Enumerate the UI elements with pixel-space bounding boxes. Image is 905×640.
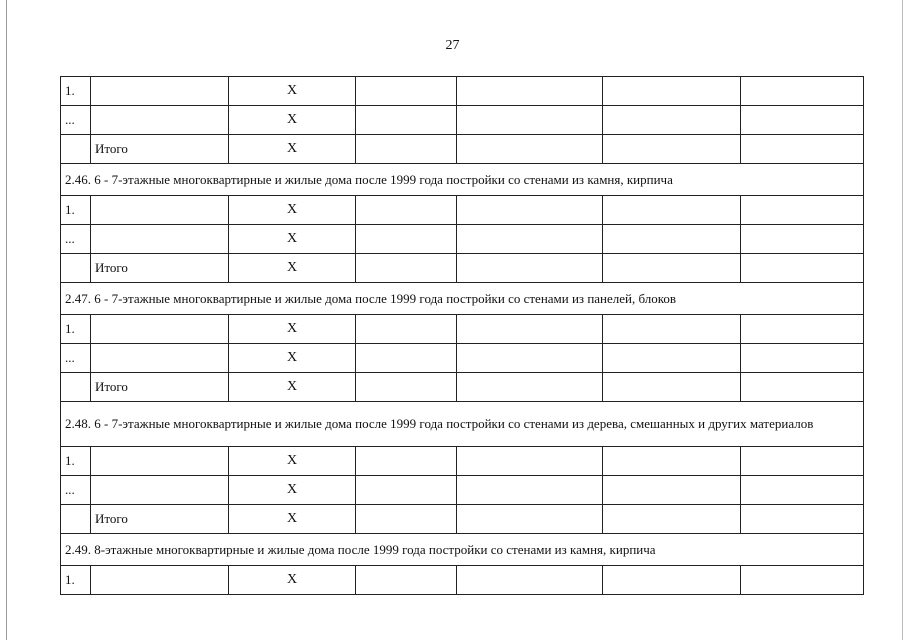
row-mark-cell: X [229, 77, 356, 106]
empty-cell [603, 225, 741, 254]
empty-cell [356, 106, 457, 135]
table-row [61, 373, 864, 402]
row-label-cell [91, 196, 229, 225]
empty-cell [741, 447, 864, 476]
empty-cell [457, 344, 603, 373]
section-header: 2.46. 6 - 7-этажные многоквартирные и жилые дома после 1999 года постройки со стенами из камня, кирпича [61, 164, 864, 196]
empty-cell [741, 196, 864, 225]
empty-cell [457, 135, 603, 164]
row-mark-cell: X [229, 315, 356, 344]
empty-cell [741, 566, 864, 595]
empty-cell [356, 135, 457, 164]
section-header: 2.48. 6 - 7-этажные многоквартирные и жилые дома после 1999 года постройки со стенами из дерева, смешанных и других материалов [61, 402, 864, 447]
row-number-cell [61, 254, 91, 283]
empty-cell [356, 225, 457, 254]
table-row [61, 566, 864, 595]
empty-cell [741, 373, 864, 402]
page-edge-right [902, 0, 903, 640]
empty-cell [356, 447, 457, 476]
row-label-cell [91, 77, 229, 106]
row-mark-cell: X [229, 254, 356, 283]
empty-cell [603, 344, 741, 373]
empty-cell [603, 447, 741, 476]
empty-cell [457, 373, 603, 402]
row-label-cell [91, 476, 229, 505]
empty-cell [741, 505, 864, 534]
empty-cell [457, 106, 603, 135]
row-label-cell: Итого [91, 254, 229, 283]
empty-cell [603, 476, 741, 505]
empty-cell [457, 225, 603, 254]
page-edge-left [6, 0, 7, 640]
section-header: 2.49. 8-этажные многоквартирные и жилые дома после 1999 года постройки со стенами из камня, кирпича [61, 534, 864, 566]
row-mark-cell: X [229, 344, 356, 373]
row-mark-cell: X [229, 135, 356, 164]
empty-cell [603, 505, 741, 534]
table-row [61, 225, 864, 254]
row-number-cell: 1. [61, 196, 91, 225]
table-row [61, 196, 864, 225]
row-label-cell [91, 447, 229, 476]
row-mark-cell: X [229, 447, 356, 476]
empty-cell [457, 566, 603, 595]
empty-cell [356, 566, 457, 595]
empty-cell [356, 476, 457, 505]
row-number-cell: ... [61, 106, 91, 135]
table-row [61, 254, 864, 283]
empty-cell [603, 77, 741, 106]
empty-cell [741, 135, 864, 164]
empty-cell [457, 505, 603, 534]
row-number-cell [61, 505, 91, 534]
section-header-row [61, 283, 864, 315]
row-mark-cell: X [229, 196, 356, 225]
empty-cell [741, 315, 864, 344]
empty-cell [741, 77, 864, 106]
row-label-cell: Итого [91, 505, 229, 534]
section-header-row [61, 164, 864, 196]
row-mark-cell: X [229, 106, 356, 135]
empty-cell [457, 315, 603, 344]
empty-cell [741, 254, 864, 283]
table-row [61, 315, 864, 344]
empty-cell [457, 254, 603, 283]
table-row [61, 77, 864, 106]
empty-cell [603, 106, 741, 135]
table-row [61, 447, 864, 476]
page-number: 27 [445, 38, 460, 53]
empty-cell [356, 315, 457, 344]
empty-cell [457, 447, 603, 476]
row-label-cell [91, 225, 229, 254]
empty-cell [741, 106, 864, 135]
row-label-cell [91, 566, 229, 595]
table-row [61, 106, 864, 135]
row-label-cell [91, 106, 229, 135]
table-row [61, 476, 864, 505]
row-number-cell: 1. [61, 77, 91, 106]
row-number-cell: ... [61, 225, 91, 254]
row-mark-cell: X [229, 566, 356, 595]
row-number-cell [61, 373, 91, 402]
row-number-cell: 1. [61, 566, 91, 595]
empty-cell [356, 344, 457, 373]
row-label-cell [91, 344, 229, 373]
row-label-cell [91, 315, 229, 344]
empty-cell [741, 476, 864, 505]
row-label-cell: Итого [91, 135, 229, 164]
row-number-cell: 1. [61, 315, 91, 344]
empty-cell [356, 505, 457, 534]
empty-cell [741, 344, 864, 373]
table-row [61, 344, 864, 373]
row-mark-cell: X [229, 476, 356, 505]
row-number-cell: ... [61, 344, 91, 373]
empty-cell [356, 77, 457, 106]
row-number-cell: ... [61, 476, 91, 505]
empty-cell [603, 315, 741, 344]
row-mark-cell: X [229, 505, 356, 534]
empty-cell [457, 476, 603, 505]
table-row [61, 135, 864, 164]
section-header-row [61, 534, 864, 566]
empty-cell [356, 254, 457, 283]
empty-cell [603, 196, 741, 225]
empty-cell [603, 373, 741, 402]
data-table [60, 76, 864, 595]
empty-cell [356, 196, 457, 225]
empty-cell [603, 566, 741, 595]
row-mark-cell: X [229, 373, 356, 402]
empty-cell [457, 77, 603, 106]
empty-cell [457, 196, 603, 225]
empty-cell [603, 254, 741, 283]
section-header-row [61, 402, 864, 447]
table-row [61, 505, 864, 534]
row-mark-cell: X [229, 225, 356, 254]
section-header: 2.47. 6 - 7-этажные многоквартирные и жилые дома после 1999 года постройки со стенами из панелей, блоков [61, 283, 864, 315]
empty-cell [741, 225, 864, 254]
empty-cell [356, 373, 457, 402]
row-label-cell: Итого [91, 373, 229, 402]
row-number-cell [61, 135, 91, 164]
empty-cell [603, 135, 741, 164]
row-number-cell: 1. [61, 447, 91, 476]
